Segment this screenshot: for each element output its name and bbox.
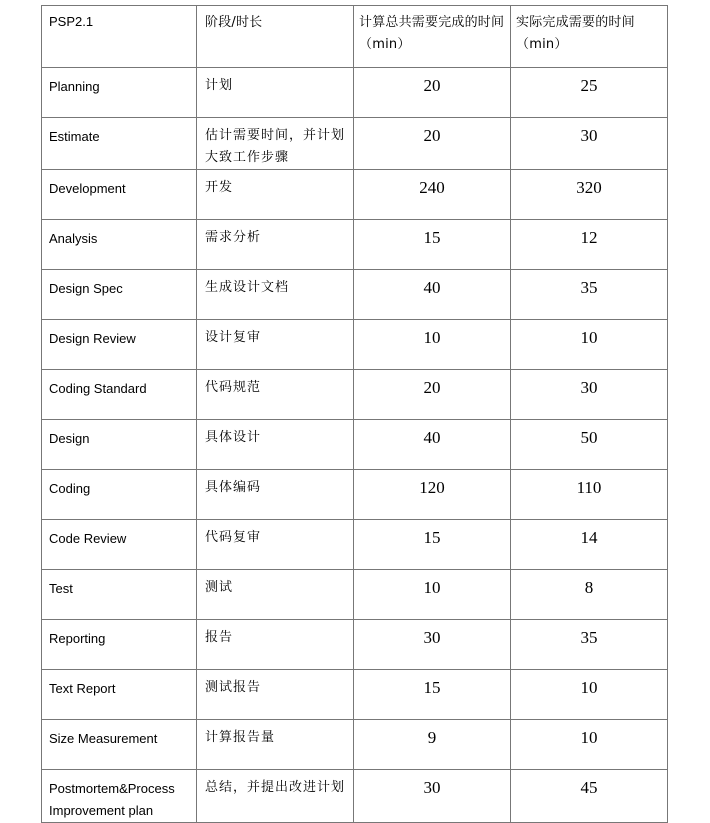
row-name: Development bbox=[42, 170, 197, 220]
row-actual: 14 bbox=[511, 520, 668, 570]
row-desc: 具体编码 bbox=[197, 470, 354, 520]
header-phase: 阶段/时长 bbox=[197, 6, 354, 68]
row-desc: 代码规范 bbox=[197, 370, 354, 420]
table-row bbox=[42, 520, 668, 570]
row-name: Code Review bbox=[42, 520, 197, 570]
table-row bbox=[42, 270, 668, 320]
row-planned: 15 bbox=[354, 520, 511, 570]
row-planned: 40 bbox=[354, 270, 511, 320]
table-row bbox=[42, 770, 668, 823]
row-planned: 30 bbox=[354, 620, 511, 670]
row-desc: 报告 bbox=[197, 620, 354, 670]
row-name: Planning bbox=[42, 68, 197, 118]
row-planned: 20 bbox=[354, 370, 511, 420]
row-name: Size Measurement bbox=[42, 720, 197, 770]
row-planned: 20 bbox=[354, 118, 511, 170]
row-planned: 30 bbox=[354, 770, 511, 823]
row-desc: 计算报告量 bbox=[197, 720, 354, 770]
row-planned: 15 bbox=[354, 220, 511, 270]
table-row bbox=[42, 570, 668, 620]
table-row bbox=[42, 470, 668, 520]
row-actual: 25 bbox=[511, 68, 668, 118]
row-desc: 生成设计文档 bbox=[197, 270, 354, 320]
row-planned: 10 bbox=[354, 320, 511, 370]
row-actual: 50 bbox=[511, 420, 668, 470]
row-planned: 10 bbox=[354, 570, 511, 620]
row-name: Estimate bbox=[42, 118, 197, 170]
row-desc: 计划 bbox=[197, 68, 354, 118]
header-actual-time: 实际完成需要的时间（min） bbox=[511, 6, 668, 68]
row-actual: 35 bbox=[511, 270, 668, 320]
row-actual: 35 bbox=[511, 620, 668, 670]
row-planned: 120 bbox=[354, 470, 511, 520]
row-name: Design Spec bbox=[42, 270, 197, 320]
row-name: Coding bbox=[42, 470, 197, 520]
header-planned-time: 计算总共需要完成的时间（min） bbox=[354, 6, 511, 68]
row-desc: 测试报告 bbox=[197, 670, 354, 720]
table-row bbox=[42, 68, 668, 118]
row-planned: 240 bbox=[354, 170, 511, 220]
row-name: Text Report bbox=[42, 670, 197, 720]
row-name: Analysis bbox=[42, 220, 197, 270]
table-header-row bbox=[42, 6, 668, 68]
row-actual: 30 bbox=[511, 370, 668, 420]
row-name: Design bbox=[42, 420, 197, 470]
row-desc: 设计复审 bbox=[197, 320, 354, 370]
row-name: Coding Standard bbox=[42, 370, 197, 420]
row-name: Test bbox=[42, 570, 197, 620]
row-desc: 需求分析 bbox=[197, 220, 354, 270]
table-row bbox=[42, 220, 668, 270]
table-row bbox=[42, 170, 668, 220]
row-actual: 12 bbox=[511, 220, 668, 270]
row-desc: 开发 bbox=[197, 170, 354, 220]
header-psp: PSP2.1 bbox=[42, 6, 197, 68]
row-actual: 320 bbox=[511, 170, 668, 220]
row-planned: 40 bbox=[354, 420, 511, 470]
row-desc: 测试 bbox=[197, 570, 354, 620]
psp-time-table bbox=[41, 5, 668, 823]
row-actual: 10 bbox=[511, 720, 668, 770]
row-actual: 10 bbox=[511, 670, 668, 720]
row-planned: 15 bbox=[354, 670, 511, 720]
row-desc: 总结，并提出改进计划 bbox=[197, 770, 354, 823]
row-actual: 8 bbox=[511, 570, 668, 620]
row-desc: 估计需要时间，并计划大致工作步骤 bbox=[197, 118, 354, 170]
table-row bbox=[42, 118, 668, 170]
table-row bbox=[42, 720, 668, 770]
table-row bbox=[42, 420, 668, 470]
row-desc: 代码复审 bbox=[197, 520, 354, 570]
row-name: Design Review bbox=[42, 320, 197, 370]
table-row bbox=[42, 370, 668, 420]
row-actual: 30 bbox=[511, 118, 668, 170]
row-actual: 110 bbox=[511, 470, 668, 520]
row-actual: 10 bbox=[511, 320, 668, 370]
row-planned: 9 bbox=[354, 720, 511, 770]
row-desc: 具体设计 bbox=[197, 420, 354, 470]
row-name: Postmortem&Process Improvement plan bbox=[42, 770, 197, 823]
table-row bbox=[42, 320, 668, 370]
row-name: Reporting bbox=[42, 620, 197, 670]
table-row bbox=[42, 670, 668, 720]
table-row bbox=[42, 620, 668, 670]
row-actual: 45 bbox=[511, 770, 668, 823]
row-planned: 20 bbox=[354, 68, 511, 118]
